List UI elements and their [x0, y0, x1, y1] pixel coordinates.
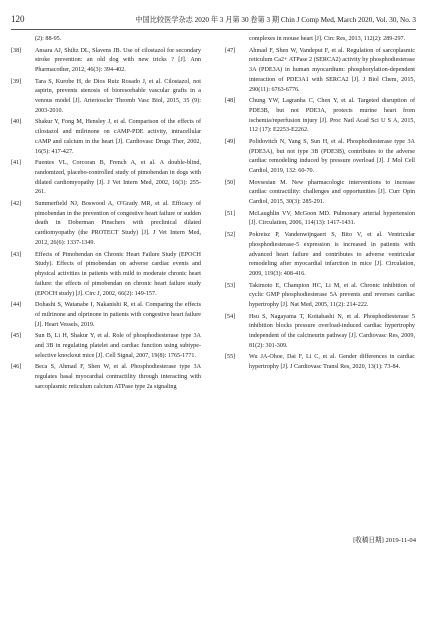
reference-text: Hsu S, Nagayama T, Koitabashi N, et al. Phosphodiesterase 5 inhibition blocks pressure overload-induced cardiac hypertrophy independent of the calcineurin pathway [J]. Cardiovasc Res, 2009, 81(2): 301-309. [249, 313, 415, 349]
reference-item-45 [11, 332, 201, 361]
reference-item-50 [225, 179, 415, 208]
reference-number: [54] [225, 313, 236, 320]
header-rule [11, 29, 416, 30]
reference-number: [40] [11, 119, 22, 126]
reference-text: Effects of Pimobendan on Chronic Heart Failure Study (EPOCH Study). Effects of pimobendan on adverse cardiac events and physical activities in patients with mild to moderate chronic heart failure: the effects of pimobendan on chronic heart failure study (EPOCH study) [J]. Circ J, 2002, 66(2): 149-157. [35, 251, 201, 297]
reference-item-41 [11, 159, 201, 198]
reference-number: [45] [11, 333, 22, 340]
reference-item-40 [11, 118, 201, 157]
reference-number: [46] [11, 364, 22, 371]
reference-item-47 [225, 47, 415, 96]
reference-text: Polidovitch N, Yang S, Sun H, et al. Phosphodiesterase type 3A (PDE3A), but not type 3B (PDE3B), contributes to the adverse cardiac remodeling induced by pressure overload [J]. J Mol Cell Cardiol, 2019, 132: 60-70. [249, 138, 415, 175]
reference-text: Takimoto E, Champion HC, Li M, et al. Chronic inhibition of cyclic GMP phosphodiesterase 5A prevents and reverses cardiac hypertrophy [J]. Nat Med, 2005, 11(2): 214-222. [249, 282, 415, 309]
reference-item-54 [225, 313, 415, 352]
reference-number: [43] [11, 251, 22, 258]
reference-text: Ahmad F, Shen W, Vandeput F, et al. Regulation of sarcoplasmic reticulum Ca2+ ATPase 2 (SERCA2) activity by phosphodiesterase 3A (PDE3A) in human myocardium: phosphorylation-dependent interaction of PDE3A1 with SERCA2 [J]. J Biol Chem, 2015, 290(11): 6763-6776. [249, 47, 415, 93]
reference-item-39 [11, 78, 201, 117]
reference-continuation [11, 35, 201, 45]
references-right-column [225, 35, 415, 375]
reference-item-44 [11, 301, 201, 330]
reference-item-42 [11, 200, 201, 249]
reference-text: Ansara AJ, Shiltz DL, Slavens JB. Use of cilostazol for secondary stroke prevention: an old dog with new tricks ? [J]. Ann Pharmacother, 2012, 46(3): 394-402. [35, 47, 201, 74]
reference-text: Wu JA-Ohoe, Dai F, Li C, et al. Gender differences in cardiac hypertrophy [J]. J Cardiovasc Transl Res, 2020, 13(1): 73-84. [249, 354, 415, 371]
reference-text: Movsesian M. New pharmacologic interventions to increase cardiac contractility: challenges and opportunities [J]. Curr Opin Cardiol, 2015, 30(3): 285-291. [249, 179, 415, 206]
page-header [11, 13, 416, 28]
reference-text: Sun B, Li H, Shakur Y, et al. Role of phosphodiesterase type 3A and 3B in regulating platelet and cardiac function using subtype-selective knockout mice [J]. Cell Signal, 2007, 19(8): 1765-1771. [35, 333, 201, 359]
reference-number: [38] [11, 47, 22, 54]
reference-text: Dohashi S, Watanabe I, Nakanishi R, et al. Comparing the effects of milrinone and olprinone in patients with congestive heart failure [J]. Heart Vessels, 2019. [35, 302, 201, 328]
reference-item-46 [11, 363, 201, 392]
reference-item-49 [225, 138, 415, 177]
reference-text: Tara S, Kurobe H, de Dios Ruiz Rosado J, et al. Cilostazol, not aspirin, prevents stenosis of bioresorbable vascular grafts in a venous model [J]. Arterioscler Thromb Vasc Biol, 2015, 35 (9): 2003-2010. [35, 78, 201, 114]
reference-continuation [225, 35, 415, 45]
received-date: [收稿日期] 2019-11-04 [353, 537, 416, 544]
reference-number: [41] [11, 160, 22, 167]
reference-text: Fuentes VL, Corcoran B, French A, et al. A double-blind, randomized, placebo-controlled study of pimobendan in dogs with dilated cardiomyopathy [J]. J Vet Intern Med, 2002, 16(3): 255-261. [35, 160, 201, 196]
reference-item-51 [225, 210, 415, 230]
reference-text: Shakur Y, Fong M, Hensley J, et al. Comparison of the effects of cilostazol and milrinone on cAMP-PDE activity, intracellular cAMP and calcium in the heart [J]. Cardiovasc Drugs Ther, 2002, 16(5): 417-427. [35, 119, 201, 155]
reference-number: [47] [225, 47, 236, 54]
references-left-column [11, 35, 201, 394]
reference-text: (2): 88-95. [35, 36, 62, 42]
reference-item-38 [11, 47, 201, 76]
reference-text: Beca S, Ahmad F, Shen W, et al. Phosphodiesterase type 3A regulates basal myocardial contractility through interacting with sarcoplasmic reticulum calcium ATPase type 2a signaling [35, 364, 201, 390]
reference-text: Chung YW, Lagranha C, Chen Y, et al. Targeted disruption of PDE3B, but not PDE3A, protects murine heart from ischemia/reperfusion injury [J]. Proc Natl Acad Sci U S A, 2015, 112 (17): E2253-E2262. [249, 98, 415, 134]
reference-number: [51] [225, 210, 236, 217]
journal-running-title: 中国比较医学杂志 2020 年 3 月第 30 卷第 3 期 Chin J Comp Med, March 2020, Vol. 30, No. 3 [135, 16, 416, 24]
reference-number: [49] [225, 138, 236, 145]
reference-number: [42] [11, 200, 22, 207]
reference-number: [48] [225, 98, 236, 105]
reference-item-52 [225, 231, 415, 280]
reference-item-48 [225, 97, 415, 136]
reference-number: [53] [225, 282, 236, 289]
reference-number: [50] [225, 179, 236, 186]
reference-number: [52] [225, 232, 236, 239]
reference-text: Summerfield NJ, Boswood A, O'Grady MR, et al. Efficacy of pimobendan in the prevention of congestive heart failure or sudden death in Doberman Pinschers with preclinical dilated cardiomyopathy (the PROTECT Study) [J]. J Vet Intern Med, 2012, 26(6): 1337-1349. [35, 200, 201, 246]
reference-text: Pokreisz P, Vandenwijngaert S, Bito V, et al. Ventricular phosphodiesterase-5 expression is increased in patients with advanced heart failure and contributes to adverse ventricular remodeling after myocardial infarction in mice [J]. Circulation, 2009, 119(3): 408-416. [249, 232, 415, 278]
reference-item-55 [225, 353, 415, 373]
page-number: 120 [11, 14, 25, 24]
reference-item-43 [11, 251, 201, 300]
reference-number: [55] [225, 354, 236, 361]
reference-item-53 [225, 282, 415, 311]
reference-text: complexes in mouse heart [J]. Circ Res, 2013, 112(2): 289-297. [249, 36, 406, 42]
reference-number: [39] [11, 78, 22, 85]
reference-number: [44] [11, 302, 22, 309]
reference-text: McLaughlin VV, McGoon MD. Pulmonary arterial hypertension [J]. Circulation, 2006, 114(13): 1417-1431. [249, 210, 415, 227]
